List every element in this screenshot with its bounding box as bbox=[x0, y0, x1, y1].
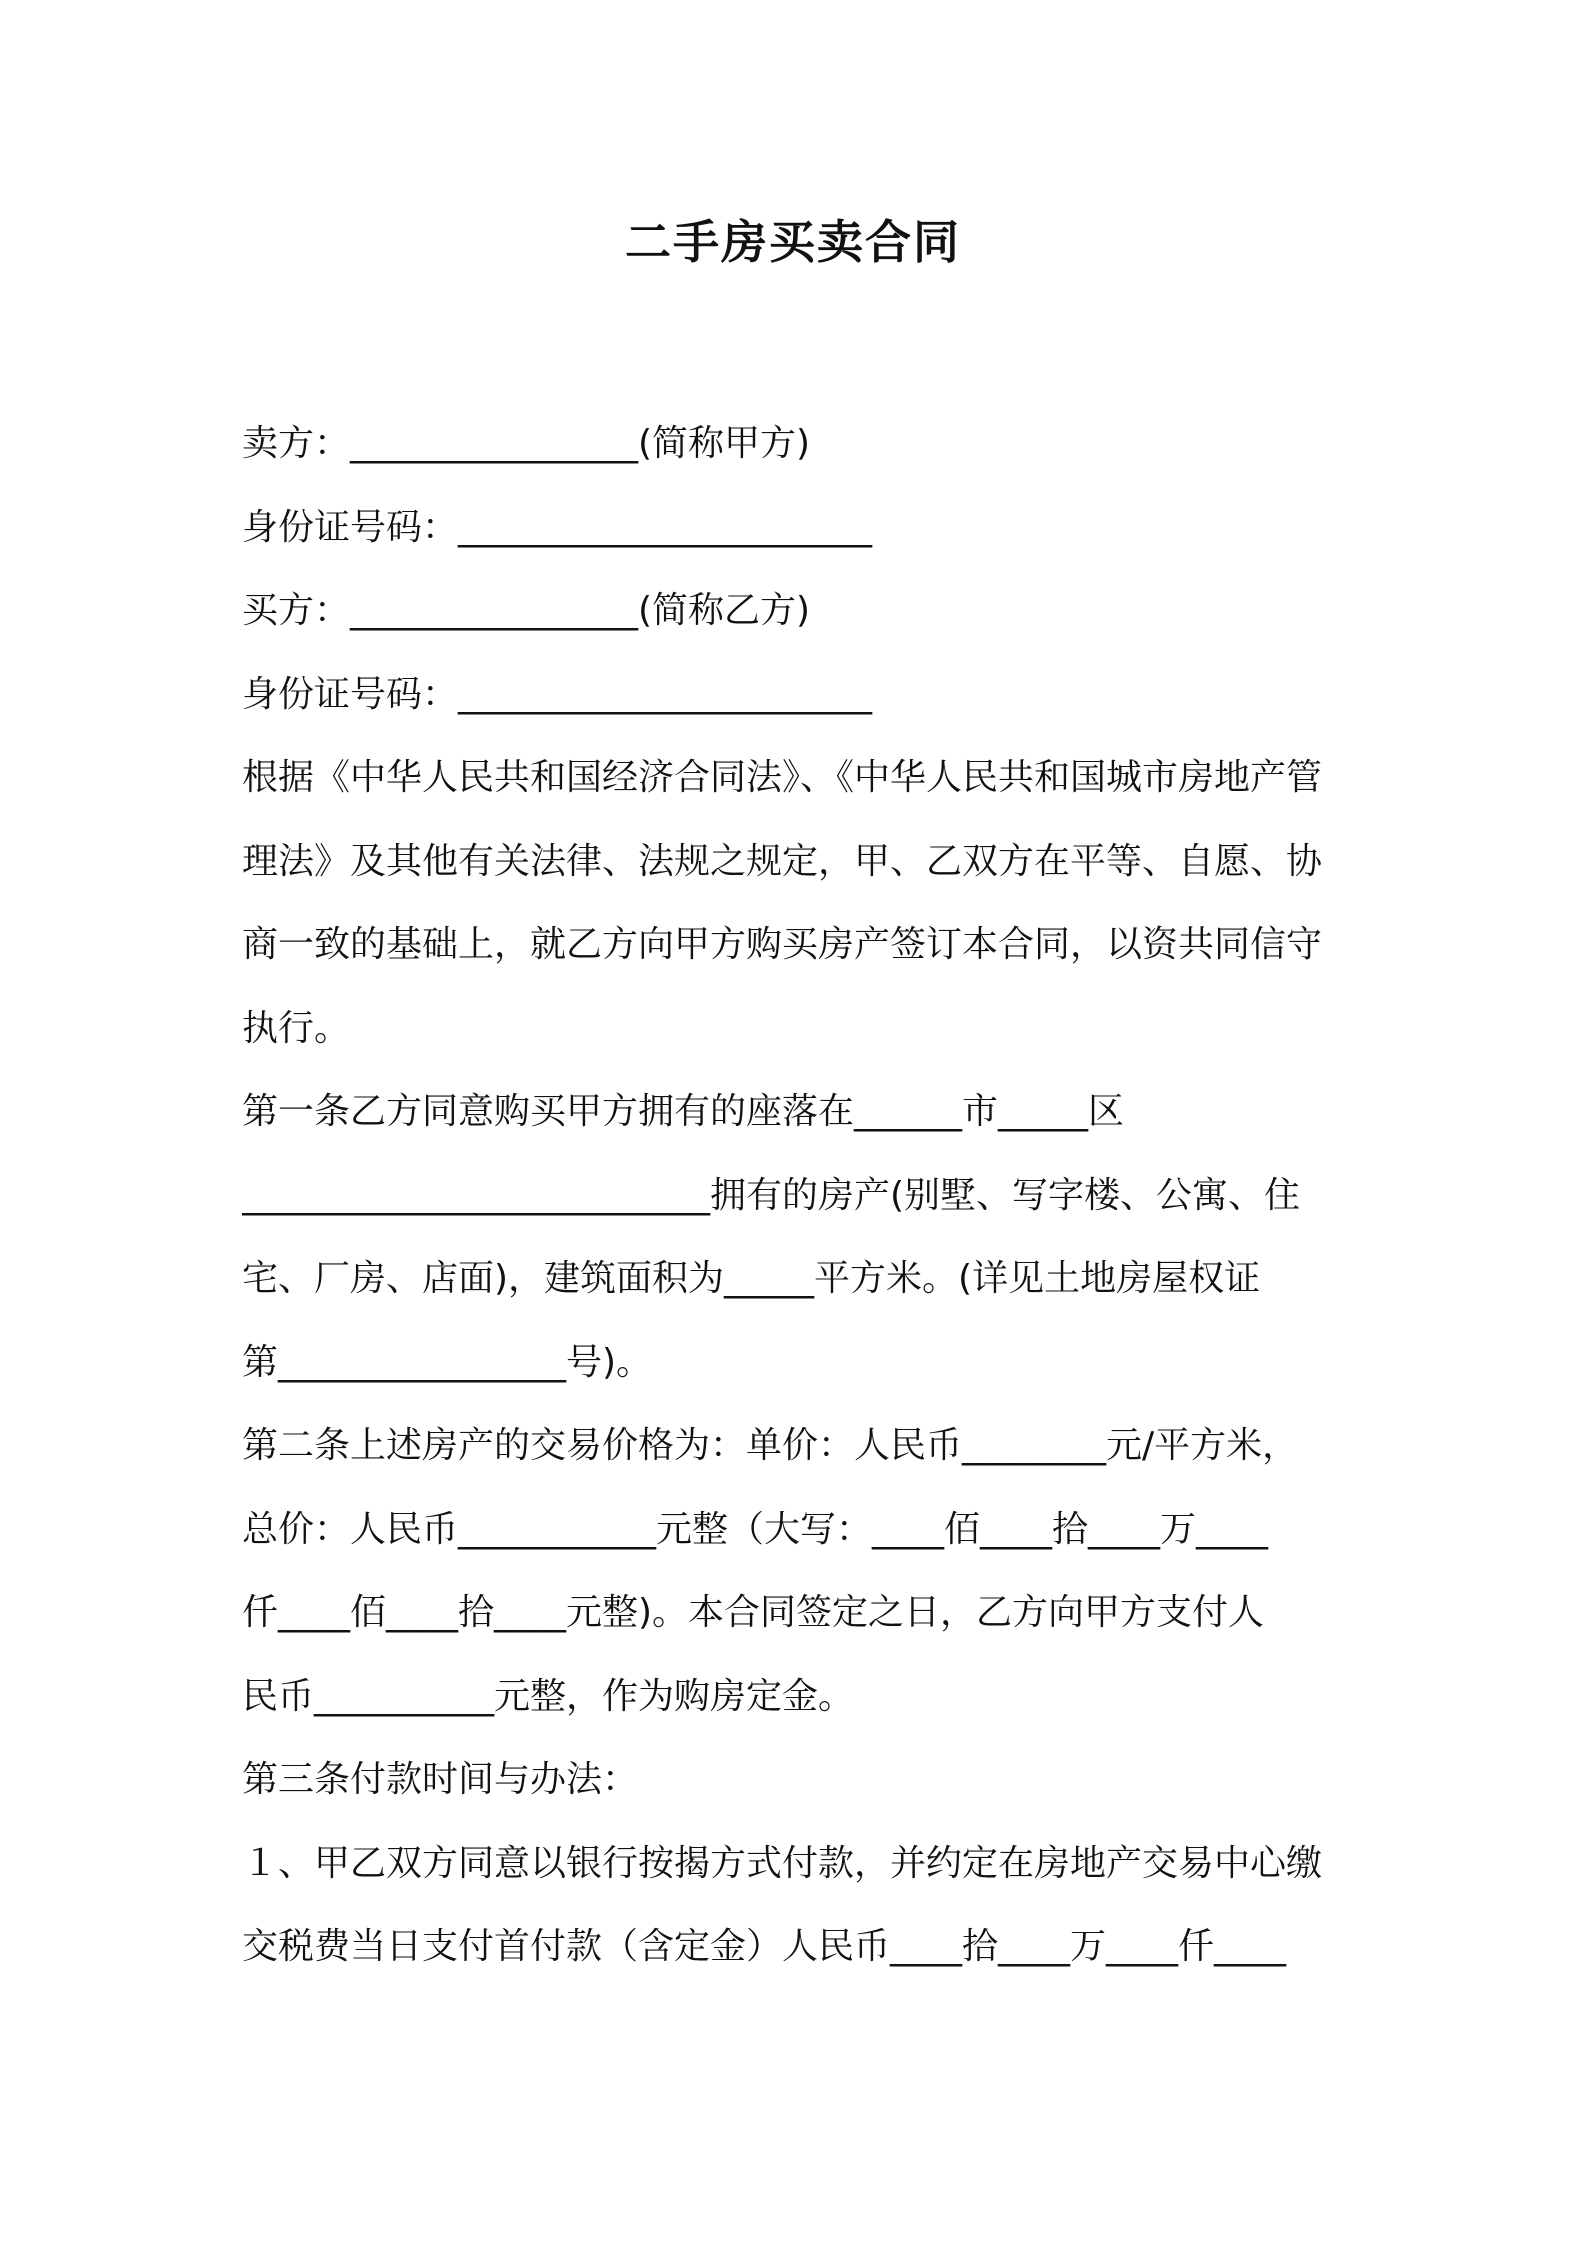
article-3-item-1-line-2: 交税费当日支付首付款（含定金）人民币____拾____万____仟____ bbox=[242, 1926, 1287, 1967]
article-2-line-4: 民币__________元整，作为购房定金。 bbox=[242, 1675, 855, 1717]
article-2-line-1: 第二条上述房产的交易价格为：单价：人民币________元/平方米， bbox=[242, 1425, 1299, 1466]
article-2-line-2: 总价：人民币___________元整（大写：____佰____拾____万____ bbox=[242, 1508, 1269, 1550]
preamble-line-2: 理法》及其他有关法律、法规之规定，甲、乙双方在平等、自愿、协 bbox=[242, 840, 1323, 882]
seller-line: 卖方：________________(简称甲方) bbox=[242, 423, 811, 464]
article-1-line-4: 第________________号)。 bbox=[242, 1341, 653, 1383]
article-1-line-3: 宅、厂房、店面)，建筑面积为_____平方米。(详见土地房屋权证 bbox=[242, 1258, 1261, 1299]
preamble-line-3: 商一致的基础上，就乙方向甲方购买房产签订本合同，以资共同信守 bbox=[242, 924, 1323, 965]
buyer-id-line: 身份证号码：_______________________ bbox=[242, 673, 873, 715]
document-body bbox=[242, 402, 1354, 1989]
article-3-heading: 第三条付款时间与办法： bbox=[242, 1759, 639, 1800]
article-1-line-1: 第一条乙方同意购买甲方拥有的座落在______市_____区 bbox=[242, 1091, 1125, 1132]
seller-id-line: 身份证号码：_______________________ bbox=[242, 506, 873, 548]
article-2-line-3: 仟____佰____拾____元整)。本合同签定之日，乙方向甲方支付人 bbox=[242, 1592, 1265, 1633]
preamble-line-1: 根据《中华人民共和国经济合同法》、《中华人民共和国城市房地产管 bbox=[242, 757, 1323, 798]
buyer-line: 买方：________________(简称乙方) bbox=[242, 590, 811, 631]
document-title: 二手房买卖合同 bbox=[625, 215, 961, 269]
article-3-item-1-line-1: １、甲乙双方同意以银行按揭方式付款，并约定在房地产交易中心缴 bbox=[242, 1842, 1323, 1884]
preamble-line-4: 执行。 bbox=[242, 1007, 351, 1049]
article-1-line-2: __________________________拥有的房产(别墅、写字楼、公寓、住 bbox=[242, 1174, 1301, 1216]
